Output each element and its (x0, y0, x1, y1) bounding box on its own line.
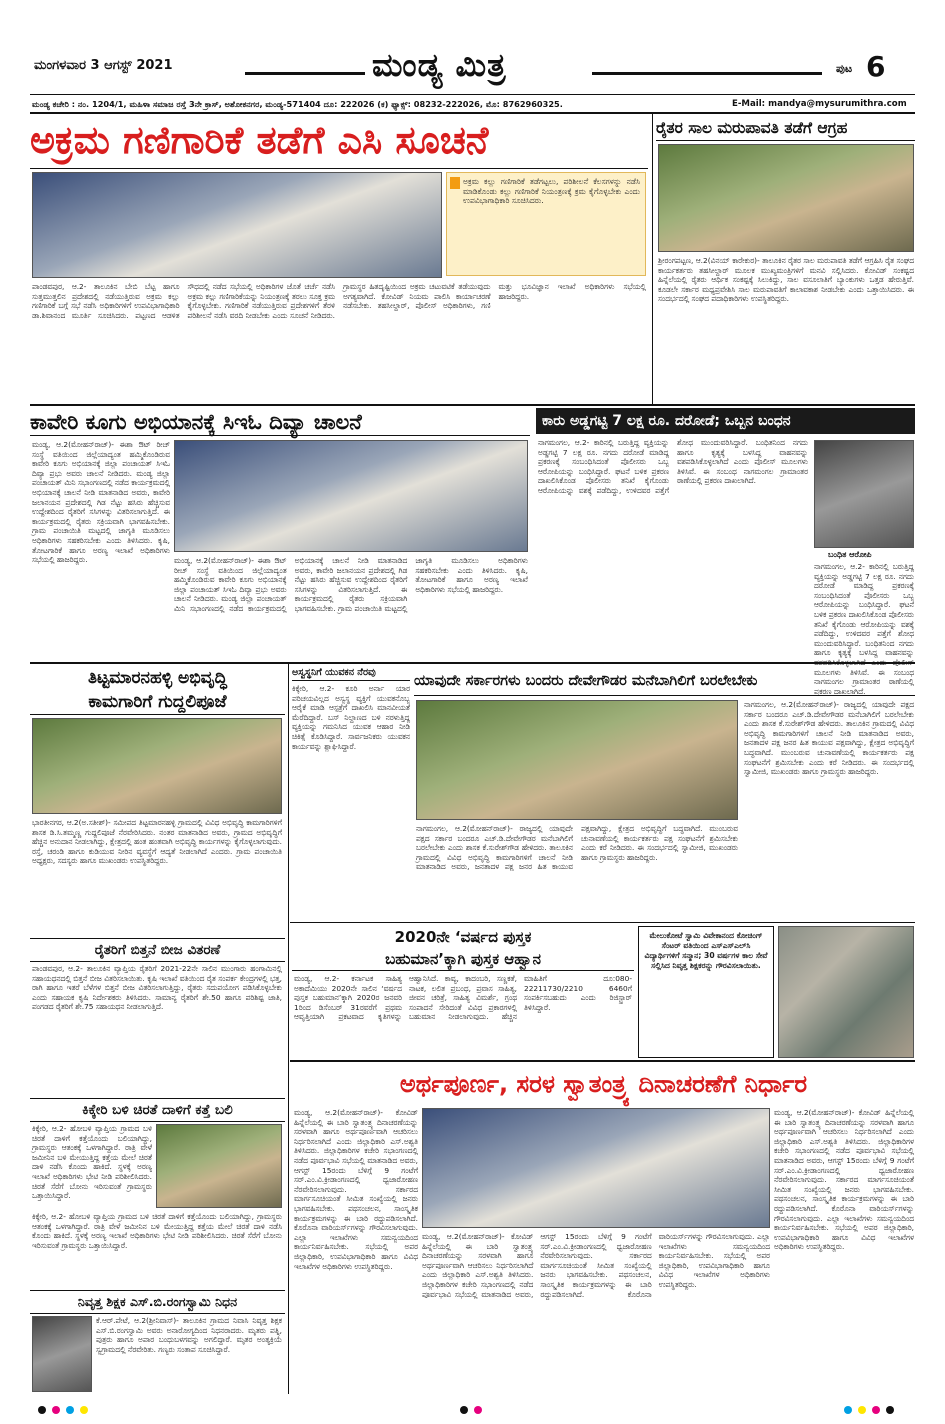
divider (30, 168, 648, 169)
divider (30, 404, 915, 406)
article-body-leopard-cont: ಕಿಕ್ಕೇರಿ, ಆ.2- ಹೋಬಳಿ ವ್ಯಾಪ್ತಿಯ ಗ್ರಾಮದ ಬಳಿ ಚಿರತೆ ದಾಳಿಗೆ ಕತ್ತೆಯೊಂದು ಬಲಿಯಾಗಿದ್ದು, ಗ್ರಾಮಸ್ಥರು ಆತಂಕಕ್ಕೆ ಒಳಗಾಗಿದ್ದಾರೆ. ರಾತ್ರಿ ವೇಳೆ ಜಮೀನಿನ ಬಳಿ ಮೇಯುತ್ತಿದ್ದ ಕತ್ತೆಯ ಮೇಲೆ ಚಿರತೆ ದಾಳಿ ನಡೆಸಿ ಕೊಂದು ಹಾಕಿದೆ. ಸ್ಥಳಕ್ಕೆ ಅರಣ್ಯ ಇಲಾಖೆ ಅಧಿಕಾರಿಗಳು ಭೇಟಿ ನೀಡಿ ಪರಿಶೀಲಿಸಿದರು. ಚಿರತೆ ಸೆರೆಗೆ ಬೋನು ಇರಿಸುವಂತೆ ಗ್ರಾಮಸ್ಥರು ಒತ್ತಾಯಿಸಿದ್ದಾರೆ. (32, 1212, 282, 1250)
headline-illegal-mining: ಅಕ್ರಮ ಗಣಿಗಾರಿಕೆ ತಡೆಗೆ ಎಸಿ ಸೂಚನೆ (30, 118, 489, 162)
headline-tittamaranahalli-2: ಕಾಮಗಾರಿಗೆ ಗುದ್ದಲಿಪೂಜೆ (30, 690, 285, 715)
photo-obituary (32, 1316, 92, 1392)
registration-dot (52, 1406, 60, 1414)
registration-dot (844, 1406, 852, 1414)
highlight-box (446, 172, 646, 276)
article-body-helping-youth: ಕಿಕ್ಕೇರಿ, ಆ.2- ಕೂರಿ ಅರ್ನಾ ಯಾರ ಪರಿಚಯವಿಲ್ಲದ ಅಸ್ವಸ್ಥ ವ್ಯಕ್ತಿಗೆ ಯುವಕನೊಬ್ಬ ಆರೈಕೆ ಮಾಡಿ ಆಸ್ಪತ್ರೆಗೆ ದಾಖಲಿಸಿ ಮಾನವೀಯತೆ ಮೆರೆದಿದ್ದಾರೆ. ಬಸ್ ನಿಲ್ದಾಣದ ಬಳಿ ನರಳುತ್ತಿದ್ದ ವ್ಯಕ್ತಿಯನ್ನು ಗಮನಿಸಿದ ಯುವಕ ಆಹಾರ ನೀಡಿ ಚಿಕಿತ್ಸೆ ಕೊಡಿಸಿದ್ದಾರೆ. ಸಾರ್ವಜನಿಕರು ಯುವಕನ ಕಾರ್ಯವನ್ನು ಶ್ಲಾಘಿಸಿದ್ದಾರೆ. (292, 684, 410, 751)
article-body-kaveri-right: ಮಂಡ್ಯ, ಆ.2(ಮೋಹನ್‌ರಾಜ್)- ಈಶಾ ಔಟ್ ರೀಚ್ ಸಂಸ್ಥೆ ವತಿಯಿಂದ ಜಿಲ್ಲೆಯಾದ್ಯಂತ ಹಮ್ಮಿಕೊಂಡಿರುವ ಕಾವೇರಿ ಕೂಗು ಅಭಿಯಾನಕ್ಕೆ ಜಿಲ್ಲಾ ಪಂಚಾಯತ್ ಸಿಇಓ ದಿವ್ಯಾ ಪ್ರಭು ಅವರು ಚಾಲನೆ ನೀಡಿದರು. ಮಂಡ್ಯ ಜಿಲ್ಲಾ ಪಂಚಾಯತ್ ಮಿನಿ ಸಭಾಂಗಣದಲ್ಲಿ ನಡೆದ ಕಾರ್ಯಕ್ರಮದಲ್ಲಿ ಅಭಿಯಾನಕ್ಕೆ ಚಾಲನೆ ನೀಡಿ ಮಾತನಾಡಿದ ಅವರು, ಕಾವೇರಿ ಜಲಾನಯನ ಪ್ರದೇಶದಲ್ಲಿ ಗಿಡ ನೆಟ್ಟು ಹಸಿರು ಹೆಚ್ಚಿಸುವ ಉದ್ದೇಶದಿಂದ ರೈತರಿಗೆ ಸಸಿಗಳನ್ನು ವಿತರಿಸಲಾಗುತ್ತಿದೆ. ಈ ಕಾರ್ಯಕ್ರಮದಲ್ಲಿ ರೈತರು ಸಕ್ರಿಯವಾಗಿ ಭಾಗವಹಿಸಬೇಕು. ಗ್ರಾಮ ಪಂಚಾಯಿತಿ ಮಟ್ಟದಲ್ಲಿ ಜಾಗೃತಿ ಮೂಡಿಸಲು ಅಧಿಕಾರಿಗಳು ಸಹಕರಿಸಬೇಕು ಎಂದು ತಿಳಿಸಿದರು. ಕೃಷಿ, ತೋಟಗಾರಿಕೆ ಹಾಗೂ ಅರಣ್ಯ ಇಲಾಖೆ ಅಧಿಕಾರಿಗಳು ಸಭೆಯಲ್ಲಿ ಹಾಜರಿದ್ದರು. (174, 556, 528, 613)
felicitation-text: ಮೇಲುಕೋಟೆ ಸ್ವಾಮಿ ವಿವೇಕಾನಂದ ಕೋಚಿಂಗ್ ಸೆಂಟರ್ ವತಿಯಿಂದ ಎಸ್‌ಎಸ್‌ಎಲ್‌ಸಿ ವಿದ್ಯಾರ್ಥಿಗಳಿಗೆ ಸನ್ಮಾನ; 30 ವರ್ಷಗಳ ಕಾಲ ಸೇವೆ ಸಲ್ಲಿಸಿದ ನಿವೃತ್ತ ಶಿಕ್ಷಕರನ್ನು ಗೌರವಿಸಲಾಯಿತು. (644, 931, 768, 970)
registration-dot (872, 1406, 880, 1414)
article-body-mining: ಪಾಂಡವಪುರ, ಆ.2- ತಾಲೂಕಿನ ಬೇಬಿ ಬೆಟ್ಟ ಹಾಗೂ ಸುತ್ತಮುತ್ತಲಿನ ಪ್ರದೇಶದಲ್ಲಿ ನಡೆಯುತ್ತಿರುವ ಅಕ್ರಮ ಕಲ್ಲು ಗಣಿಗಾರಿಕೆ ಬಗ್ಗೆ ಸಭೆ ನಡೆಸಿ ಅಧಿಕಾರಿಗಳಿಗೆ ಉಪವಿಭಾಗಾಧಿಕಾರಿ ಡಾ.ಶಿವಾನಂದ ಮೂರ್ತಿ ಸೂಚಿಸಿದರು. ಪಟ್ಟಣದ ಆಡಳಿತ ಸೌಧದಲ್ಲಿ ನಡೆದ ಸಭೆಯಲ್ಲಿ ಅಧಿಕಾರಿಗಳ ಜೊತೆ ಚರ್ಚೆ ನಡೆಸಿ ಅಕ್ರಮ ಕಲ್ಲು ಗಣಿಗಾರಿಕೆಯನ್ನು ನಿಯಂತ್ರಣಕ್ಕೆ ತರಲು ಸೂಕ್ತ ಕ್ರಮ ಕೈಗೊಳ್ಳಬೇಕು. ಗಣಿಗಾರಿಕೆ ನಡೆಯುತ್ತಿರುವ ಪ್ರದೇಶಗಳಿಗೆ ತೆರಳಿ ಪರಿಶೀಲನೆ ನಡೆಸಿ ವರದಿ ನೀಡಬೇಕು ಎಂದು ಸೂಚನೆ ನೀಡಿದರು. ಗ್ರಾಮಸ್ಥರ ಹಿತದೃಷ್ಟಿಯಿಂದ ಅಕ್ರಮ ಚಟುವಟಿಕೆ ತಡೆಯುವುದು ಅಗತ್ಯವಾಗಿದೆ. ಕೋವಿಡ್ ನಿಯಮ ಪಾಲಿಸಿ ಕಾರ್ಯಾಚರಣೆ ನಡೆಸಬೇಕು. ತಹಸೀಲ್ದಾರ್, ಪೊಲೀಸ್ ಅಧಿಕಾರಿಗಳು, ಗಣಿ ಮತ್ತು ಭೂವಿಜ್ಞಾನ ಇಲಾಖೆ ಅಧಿಕಾರಿಗಳು ಸಭೆಯಲ್ಲಿ ಹಾಜರಿದ್ದರು. (32, 282, 646, 320)
divider (290, 1060, 915, 1062)
highlight-text: ಅಕ್ರಮ ಕಲ್ಲು ಗಣಿಗಾರಿಕೆ ತಡೆಗಟ್ಟಲು, ಪರಿಶೀಲನೆ ಕೆಲಸಗಳನ್ನು ನಡೆಸಿ ಮಾಡಿಕೊಂಡು ಕಲ್ಲು ಗಣಿಗಾರಿಕೆ ನಿಯಂತ್ರಣಕ್ಕೆ ಕ್ರಮ ಕೈಗೊಳ್ಳಬೇಕು ಎಂದು ಉಪವಿಭಾಗಾಧಿಕಾರಿ ಸೂಚಿಸಿದರು. (463, 177, 640, 206)
headline-independence-day: ಅರ್ಥಪೂರ್ಣ, ಸರಳ ಸ್ವಾತಂತ್ರ್ಯ ದಿನಾಚರಣೆಗೆ ನಿರ್ಧಾರ (399, 1070, 808, 1098)
registration-dot (858, 1406, 866, 1414)
photo-caption: ಬಂಧಿತ ಆರೋಪಿ (828, 550, 872, 559)
article-body-book-award: ಮಂಡ್ಯ, ಆ.2- ಕರ್ನಾಟಕ ಸಾಹಿತ್ಯ ಅಕಾದೆಮಿಯು 2020ನೇ ಸಾಲಿನ ‘ವರ್ಷದ ಪುಸ್ತಕ ಬಹುಮಾನ’ಕ್ಕಾಗಿ 2020ರ ಜನವರಿ 1ರಿಂದ ಡಿಸೆಂಬರ್ 31ರವರೆಗೆ ಪ್ರಥಮ ಆವೃತ್ತಿಯಾಗಿ ಪ್ರಕಟವಾದ ಕೃತಿಗಳನ್ನು ಆಹ್ವಾನಿಸಿದೆ. ಕಾವ್ಯ, ಕಾದಂಬರಿ, ಸಣ್ಣಕತೆ, ನಾಟಕ, ಲಲಿತ ಪ್ರಬಂಧ, ಪ್ರವಾಸ ಸಾಹಿತ್ಯ, ಜೀವನ ಚರಿತ್ರೆ, ಸಾಹಿತ್ಯ ವಿಮರ್ಶೆ, ಗ್ರಂಥ ಸಂಪಾದನೆ ಸೇರಿದಂತೆ ವಿವಿಧ ಪ್ರಕಾರಗಳಲ್ಲಿ ಬಹುಮಾನ ನೀಡಲಾಗುವುದು. ಹೆಚ್ಚಿನ ಮಾಹಿತಿಗೆ ದೂ:080-22211730/2210 6460ಗೆ ಸಂಪರ್ಕಿಸಬಹುದು ಎಂದು ರಿಜಿಸ್ಟ್ರಾರ್ ತಿಳಿಸಿದ್ದಾರೆ. (294, 974, 632, 1022)
headline-devegowda: ಯಾವುದೇ ಸರ್ಕಾರಗಳು ಬಂದರು ದೇವೇಗೌಡರ ಮನೆಬಾಗಿಲಿಗೆ ಬರಲೇಬೇಕು (414, 666, 915, 696)
registration-dot (66, 1406, 74, 1414)
article-body-car-robbery-cont: ನಾಗಮಂಗಲ, ಆ.2- ಕಾರಿನಲ್ಲಿ ಬರುತ್ತಿದ್ದ ವ್ಯಕ್ತಿಯನ್ನು ಅಡ್ಡಗಟ್ಟಿ 7 ಲಕ್ಷ ರೂ. ನಗದು ದರೋಡೆ ಮಾಡಿದ್ದ ಪ್ರಕರಣಕ್ಕೆ ಸಂಬಂಧಿಸಿದಂತೆ ಪೊಲೀಸರು ಒಬ್ಬ ಆರೋಪಿಯನ್ನು ಬಂಧಿಸಿದ್ದಾರೆ. ಘಟನೆ ಬಳಿಕ ಪ್ರಕರಣ ದಾಖಲಿಸಿಕೊಂಡ ಪೊಲೀಸರು ತನಿಖೆ ಕೈಗೊಂಡು ಆರೋಪಿಯನ್ನು ವಶಕ್ಕೆ ಪಡೆದಿದ್ದು, ಉಳಿದವರ ಪತ್ತೆಗೆ ಶೋಧ ಮುಂದುವರಿಸಿದ್ದಾರೆ. ಬಂಧಿತನಿಂದ ನಗದು ಹಾಗೂ ಕೃತ್ಯಕ್ಕೆ ಬಳಸಿದ್ದ ವಾಹನವನ್ನು ಮೂಲಗಳು ತಿಳಿಸಿವೆ. ಈ ಸಂಬಂಧ ನಾಗಮಂಗಲ ಗ್ರಾಮಾಂತರ ಠಾಣೆಯಲ್ಲಿ ಪ್ರಕರಣ ದಾಖಲಾಗಿದೆ. (814, 562, 914, 696)
divider (290, 922, 915, 923)
article-body-tittamaranahalli: ಭಾರತೀನಗರ, ಆ.2(ಅ.ಸತೀಶ್)- ಸಮೀಪದ ತಿಟ್ಟಮಾರನಹಳ್ಳಿ ಗ್ರಾಮದಲ್ಲಿ ವಿವಿಧ ಅಭಿವೃದ್ಧಿ ಕಾಮಗಾರಿಗಳಿಗೆ ಶಾಸಕ ಡಿ.ಸಿ.ತಮ್ಮಣ್ಣ ಗುದ್ದಲಿಪೂಜೆ ನೆರವೇರಿಸಿದರು. ನಂತರ ಮಾತನಾಡಿದ ಅವರು, ಗ್ರಾಮದ ಅಭಿವೃದ್ಧಿಗೆ ಹೆಚ್ಚಿನ ಅನುದಾನ ನೀಡಲಾಗಿದ್ದು, ಕ್ಷೇತ್ರದಲ್ಲಿ ಹಂತ ಹಂತವಾಗಿ ಅಭಿವೃದ್ಧಿ ಕಾರ್ಯಗಳನ್ನು ಕೈಗೊಳ್ಳಲಾಗುವುದು. ರಸ್ತೆ, ಚರಂಡಿ ಹಾಗೂ ಕುಡಿಯುವ ನೀರಿನ ವ್ಯವಸ್ಥೆಗೆ ಆದ್ಯತೆ ನೀಡಲಾಗಿದೆ ಎಂದರು. ಗ್ರಾಮ ಪಂಚಾಯಿತಿ ಅಧ್ಯಕ್ಷರು, ಸದಸ್ಯರು ಹಾಗೂ ಮುಖಂಡರು ಉಪಸ್ಥಿತರಿದ್ದರು. (32, 818, 282, 866)
photo-arrested-accused (814, 440, 914, 548)
article-body-independence-right: ಮಂಡ್ಯ, ಆ.2(ಮೋಹನ್‌ರಾಜ್)- ಕೋವಿಡ್ ಹಿನ್ನೆಲೆಯಲ್ಲಿ ಈ ಬಾರಿ ಸ್ವಾತಂತ್ರ್ಯ ದಿನಾಚರಣೆಯನ್ನು ಸರಳವಾಗಿ ಹಾಗೂ ಅರ್ಥಪೂರ್ಣವಾಗಿ ಆಚರಿಸಲು ನಿರ್ಧರಿಸಲಾಗಿದೆ ಎಂದು ಜಿಲ್ಲಾಧಿಕಾರಿ ಎಸ್.ಅಶ್ವತಿ ತಿಳಿಸಿದರು. ಜಿಲ್ಲಾಧಿಕಾರಿಗಳ ಕಚೇರಿ ಸಭಾಂಗಣದಲ್ಲಿ ನಡೆದ ಪೂರ್ವಭಾವಿ ಸಭೆಯಲ್ಲಿ ಮಾತನಾಡಿದ ಅವರು, ಆಗಸ್ಟ್ 15ರಂದು ಬೆಳಿಗ್ಗೆ 9 ಗಂಟೆಗೆ ಸರ್.ಎಂ.ವಿ.ಕ್ರೀಡಾಂಗಣದಲ್ಲಿ ಧ್ವಜಾರೋಹಣ ನೆರವೇರಿಸಲಾಗುವುದು. ಸರ್ಕಾರದ ಮಾರ್ಗಸೂಚಿಯಂತೆ ಸೀಮಿತ ಸಂಖ್ಯೆಯಲ್ಲಿ ಜನರು ಭಾಗವಹಿಸಬೇಕು. ಪಥಸಂಚಲನ, ಸಾಂಸ್ಕೃತಿಕ ಕಾರ್ಯಕ್ರಮಗಳನ್ನು ಈ ಬಾರಿ ರದ್ದುಪಡಿಸಲಾಗಿದೆ. ಕೊರೊನಾ ವಾರಿಯರ್ಸ್‌ಗಳನ್ನು ಗೌರವಿಸಲಾಗುವುದು. ಎಲ್ಲಾ ಇಲಾಖೆಗಳು ಸಮನ್ವಯದಿಂದ ಕಾರ್ಯನಿರ್ವಹಿಸಬೇಕು. ಸಭೆಯಲ್ಲಿ ಅಪರ ಜಿಲ್ಲಾಧಿಕಾರಿ, ಉಪವಿಭಾಗಾಧಿಕಾರಿ ಹಾಗೂ ವಿವಿಧ ಇಲಾಖೆಗಳ ಅಧಿಕಾರಿಗಳು ಉಪಸ್ಥಿತರಿದ್ದರು. (774, 1108, 914, 1252)
address-bar (30, 94, 915, 114)
photo-leopard-victim (156, 1124, 282, 1208)
registration-dot (460, 1406, 468, 1414)
registration-dot (474, 1406, 482, 1414)
contact-email: E-Mail: mandya@mysurumithra.com (732, 99, 907, 109)
photo-mining-meeting (32, 172, 442, 278)
headline-obituary: ನಿವೃತ್ತ ಶಿಕ್ಷಕ ಎಸ್.ಬಿ.ರಂಗಸ್ವಾಮಿ ನಿಧನ (30, 1290, 285, 1314)
headline-leopard-attack: ಕಿಕ್ಕೇರಿ ಬಳಿ ಚಿರತೆ ದಾಳಿಗೆ ಕತ್ತೆ ಬಲಿ (30, 1098, 285, 1122)
vertical-divider (288, 664, 289, 1394)
article-body-independence-left: ಮಂಡ್ಯ, ಆ.2(ಮೋಹನ್‌ರಾಜ್)- ಕೋವಿಡ್ ಹಿನ್ನೆಲೆಯಲ್ಲಿ ಈ ಬಾರಿ ಸ್ವಾತಂತ್ರ್ಯ ದಿನಾಚರಣೆಯನ್ನು ಸರಳವಾಗಿ ಹಾಗೂ ಅರ್ಥಪೂರ್ಣವಾಗಿ ಆಚರಿಸಲು ನಿರ್ಧರಿಸಲಾಗಿದೆ ಎಂದು ಜಿಲ್ಲಾಧಿಕಾರಿ ಎಸ್.ಅಶ್ವತಿ ತಿಳಿಸಿದರು. ಜಿಲ್ಲಾಧಿಕಾರಿಗಳ ಕಚೇರಿ ಸಭಾಂಗಣದಲ್ಲಿ ನಡೆದ ಪೂರ್ವಭಾವಿ ಸಭೆಯಲ್ಲಿ ಮಾತನಾಡಿದ ಅವರು, ಆಗಸ್ಟ್ 15ರಂದು ಬೆಳಿಗ್ಗೆ 9 ಗಂಟೆಗೆ ಸರ್.ಎಂ.ವಿ.ಕ್ರೀಡಾಂಗಣದಲ್ಲಿ ಧ್ವಜಾರೋಹಣ ನೆರವೇರಿಸಲಾಗುವುದು. ಸರ್ಕಾರದ ಮಾರ್ಗಸೂಚಿಯಂತೆ ಸೀಮಿತ ಸಂಖ್ಯೆಯಲ್ಲಿ ಜನರು ಭಾಗವಹಿಸಬೇಕು. ಪಥಸಂಚಲನ, ಸಾಂಸ್ಕೃತಿಕ ಕಾರ್ಯಕ್ರಮಗಳನ್ನು ಈ ಬಾರಿ ರದ್ದುಪಡಿಸಲಾಗಿದೆ. ಕೊರೊನಾ ವಾರಿಯರ್ಸ್‌ಗಳನ್ನು ಗೌರವಿಸಲಾಗುವುದು. ಎಲ್ಲಾ ಇಲಾಖೆಗಳು ಸಮನ್ವಯದಿಂದ ಕಾರ್ಯನಿರ್ವಹಿಸಬೇಕು. ಸಭೆಯಲ್ಲಿ ಅಪರ ಜಿಲ್ಲಾಧಿಕಾರಿ, ಉಪವಿಭಾಗಾಧಿಕಾರಿ ಹಾಗೂ ವಿವಿಧ ಇಲಾಖೆಗಳ ಅಧಿಕಾರಿಗಳು ಉಪಸ್ಥಿತರಿದ್ದರು. (294, 1108, 418, 1271)
photo-independence-meeting (422, 1108, 770, 1228)
article-body-leopard-left: ಕಿಕ್ಕೇರಿ, ಆ.2- ಹೋಬಳಿ ವ್ಯಾಪ್ತಿಯ ಗ್ರಾಮದ ಬಳಿ ಚಿರತೆ ದಾಳಿಗೆ ಕತ್ತೆಯೊಂದು ಬಲಿಯಾಗಿದ್ದು, ಗ್ರಾಮಸ್ಥರು ಆತಂಕಕ್ಕೆ ಒಳಗಾಗಿದ್ದಾರೆ. ರಾತ್ರಿ ವೇಳೆ ಜಮೀನಿನ ಬಳಿ ಮೇಯುತ್ತಿದ್ದ ಕತ್ತೆಯ ಮೇಲೆ ಚಿರತೆ ದಾಳಿ ನಡೆಸಿ ಕೊಂದು ಹಾಕಿದೆ. ಸ್ಥಳಕ್ಕೆ ಅರಣ್ಯ ಇಲಾಖೆ ಅಧಿಕಾರಿಗಳು ಭೇಟಿ ನೀಡಿ ಪರಿಶೀಲಿಸಿದರು. ಚಿರತೆ ಸೆರೆಗೆ ಬೋನು ಇರಿಸುವಂತೆ ಗ್ರಾಮಸ್ಥರು ಒತ್ತಾಯಿಸಿದ್ದಾರೆ. (32, 1124, 152, 1201)
registration-dot (886, 1406, 894, 1414)
article-body-seed-distribution: ಪಾಂಡವಪುರ, ಆ.2- ತಾಲೂಕಿನ ವ್ಯಾಪ್ತಿಯ ರೈತರಿಗೆ 2021-22ನೇ ಸಾಲಿನ ಮುಂಗಾರು ಹಂಗಾಮಿನಲ್ಲಿ ಸಹಾಯಧನದಲ್ಲಿ ಬಿತ್ತನೆ ಬೀಜ ವಿತರಿಸಲಾಯಿತು. ಕೃಷಿ ಇಲಾಖೆ ವತಿಯಿಂದ ರೈತ ಸಂಪರ್ಕ ಕೇಂದ್ರಗಳಲ್ಲಿ ಭತ್ತ, ರಾಗಿ ಹಾಗೂ ಇತರೆ ಬೆಳೆಗಳ ಬಿತ್ತನೆ ಬೀಜ ವಿತರಿಸಲಾಗುತ್ತಿದ್ದು, ರೈತರು ಸದುಪಯೋಗ ಪಡಿಸಿಕೊಳ್ಳಬೇಕು ಎಂದು ಸಹಾಯಕ ಕೃಷಿ ನಿರ್ದೇಶಕರು ತಿಳಿಸಿದರು. ಸಾಮಾನ್ಯ ರೈತರಿಗೆ ಶೇ.50 ಹಾಗೂ ಪರಿಶಿಷ್ಟ ಜಾತಿ, ಪಂಗಡದ ರೈತರಿಗೆ ಶೇ.75 ಸಹಾಯಧನ ನೀಡಲಾಗುತ್ತಿದೆ. (32, 964, 282, 1012)
photo-kaveri-meeting (174, 440, 528, 552)
page-number: 6 (866, 50, 886, 83)
page-label: ಪುಟ (836, 62, 853, 75)
felicitation-box (638, 926, 774, 1058)
registration-dot (80, 1406, 88, 1414)
headline-farmer-loan: ರೈತರ ಸಾಲ ಮರುಪಾವತಿ ತಡೆಗೆ ಆಗ್ರಹ (656, 116, 915, 141)
vertical-divider (652, 114, 653, 404)
masthead-rule-right (592, 72, 822, 75)
masthead-rule-left (245, 72, 365, 75)
office-address: ಮಂಡ್ಯ ಕಚೇರಿ : ನಂ. 1204/1, ಮಹಿಳಾ ಸಮಾಜ ರಸ್ತೆ 3ನೇ ಕ್ರಾಸ್, ಅಶೋಕನಗರ, ಮಂಡ್ಯ-571404 ದೂ: 222026 (ಕ) ಫ್ಯಾಕ್ಸ್: 08232-222026, ಮೊ: 8762960325. (32, 99, 563, 109)
article-body-kaveri-left: ಮಂಡ್ಯ, ಆ.2(ಮೋಹನ್‌ರಾಜ್)- ಈಶಾ ಔಟ್ ರೀಚ್ ಸಂಸ್ಥೆ ವತಿಯಿಂದ ಜಿಲ್ಲೆಯಾದ್ಯಂತ ಹಮ್ಮಿಕೊಂಡಿರುವ ಕಾವೇರಿ ಕೂಗು ಅಭಿಯಾನಕ್ಕೆ ಜಿಲ್ಲಾ ಪಂಚಾಯತ್ ಸಿಇಓ ದಿವ್ಯಾ ಪ್ರಭು ಅವರು ಚಾಲನೆ ನೀಡಿದರು. ಮಂಡ್ಯ ಜಿಲ್ಲಾ ಪಂಚಾಯತ್ ಮಿನಿ ಸಭಾಂಗಣದಲ್ಲಿ ನಡೆದ ಕಾರ್ಯಕ್ರಮದಲ್ಲಿ ಅಭಿಯಾನಕ್ಕೆ ಚಾಲನೆ ನೀಡಿ ಮಾತನಾಡಿದ ಅವರು, ಕಾವೇರಿ ಜಲಾನಯನ ಪ್ರದೇಶದಲ್ಲಿ ಗಿಡ ನೆಟ್ಟು ಹಸಿರು ಹೆಚ್ಚಿಸುವ ಉದ್ದೇಶದಿಂದ ರೈತರಿಗೆ ಸಸಿಗಳನ್ನು ವಿತರಿಸಲಾಗುತ್ತಿದೆ. ಈ ಕಾರ್ಯಕ್ರಮದಲ್ಲಿ ರೈತರು ಸಕ್ರಿಯವಾಗಿ ಭಾಗವಹಿಸಬೇಕು. ಗ್ರಾಮ ಪಂಚಾಯಿತಿ ಮಟ್ಟದಲ್ಲಿ ಜಾಗೃತಿ ಮೂಡಿಸಲು ಅಧಿಕಾರಿಗಳು ಸಹಕರಿಸಬೇಕು ಎಂದು ತಿಳಿಸಿದರು. ಕೃಷಿ, ತೋಟಗಾರಿಕೆ ಹಾಗೂ ಅರಣ್ಯ ಇಲಾಖೆ ಅಧಿಕಾರಿಗಳು ಸಭೆಯಲ್ಲಿ ಹಾಜರಿದ್ದರು. (32, 440, 170, 565)
headline-seed-distribution: ರೈತರಿಗೆ ಬಿತ್ತನೆ ಬೀಜ ವಿತರಣೆ (30, 938, 285, 962)
article-body-devegowda: ನಾಗಮಂಗಲ, ಆ.2(ಮೋಹನ್‌ರಾಜ್)- ರಾಜ್ಯದಲ್ಲಿ ಯಾವುದೇ ಪಕ್ಷದ ಸರ್ಕಾರ ಬಂದರೂ ಎಚ್.ಡಿ.ದೇವೇಗೌಡರ ಮನೆಬಾಗಿಲಿಗೆ ಬರಲೇಬೇಕು ಎಂದು ಶಾಸಕ ಕೆ.ಸುರೇಶ್‌ಗೌಡ ಹೇಳಿದರು. ತಾಲೂಕಿನ ಗ್ರಾಮದಲ್ಲಿ ವಿವಿಧ ಅಭಿವೃದ್ಧಿ ಕಾಮಗಾರಿಗಳಿಗೆ ಚಾಲನೆ ನೀಡಿ ಮಾತನಾಡಿದ ಅವರು, ಜನತಾದಳ ಪಕ್ಷ ಜನರ ಹಿತ ಕಾಯುವ ಪಕ್ಷವಾಗಿದ್ದು, ಕ್ಷೇತ್ರದ ಅಭಿವೃದ್ಧಿಗೆ ಬದ್ಧವಾಗಿದೆ. ಮುಂಬರುವ ಚುನಾವಣೆಯಲ್ಲಿ ಕಾರ್ಯಕರ್ತರು ಪಕ್ಷ ಸಂಘಟನೆಗೆ ಶ್ರಮಿಸಬೇಕು ಎಂದು ಕರೆ ನೀಡಿದರು. ಈ ಸಂದರ್ಭದಲ್ಲಿ ಸ್ವಾಮೀಜಿ, ಮುಖಂಡರು ಹಾಗೂ ಗ್ರಾಮಸ್ಥರು ಹಾಜರಿದ್ದರು. (416, 824, 738, 872)
issue-date: ಮಂಗಳವಾರ 3 ಆಗಸ್ಟ್ 2021 (34, 58, 173, 73)
headline-book-award-2: ಬಹುಮಾನ’ಕ್ಕಾಗಿ ಪುಸ್ತಕ ಆಹ್ವಾನ (292, 948, 634, 971)
photo-devegowda-event (416, 700, 738, 820)
highlight-marker (450, 177, 460, 189)
divider (30, 662, 915, 664)
headline-tittamaranahalli-1: ತಿಟ್ಟಮಾರನಹಳ್ಳಿ ಅಭಿವೃದ್ಧಿ (88, 668, 227, 688)
photo-farmer-protest (658, 144, 914, 252)
headline-book-award-1: 2020ನೇ ‘ವರ್ಷದ ಪುಸ್ತಕ (394, 928, 532, 946)
photo-groundbreaking (32, 718, 282, 814)
photo-felicitation (778, 926, 914, 1058)
article-body-car-robbery: ನಾಗಮಂಗಲ, ಆ.2- ಕಾರಿನಲ್ಲಿ ಬರುತ್ತಿದ್ದ ವ್ಯಕ್ತಿಯನ್ನು ಅಡ್ಡಗಟ್ಟಿ 7 ಲಕ್ಷ ರೂ. ನಗದು ದರೋಡೆ ಮಾಡಿದ್ದ ಪ್ರಕರಣಕ್ಕೆ ಸಂಬಂಧಿಸಿದಂತೆ ಪೊಲೀಸರು ಒಬ್ಬ ಆರೋಪಿಯನ್ನು ಬಂಧಿಸಿದ್ದಾರೆ. ಘಟನೆ ಬಳಿಕ ಪ್ರಕರಣ ದಾಖಲಿಸಿಕೊಂಡ ಪೊಲೀಸರು ತನಿಖೆ ಕೈಗೊಂಡು ಆರೋಪಿಯನ್ನು ವಶಕ್ಕೆ ಪಡೆದಿದ್ದು, ಉಳಿದವರ ಪತ್ತೆಗೆ ಶೋಧ ಮುಂದುವರಿಸಿದ್ದಾರೆ. ಬಂಧಿತನಿಂದ ನಗದು ಹಾಗೂ ಕೃತ್ಯಕ್ಕೆ ಬಳಸಿದ್ದ ವಾಹನವನ್ನು ವಶಪಡಿಸಿಕೊಳ್ಳಲಾಗಿದೆ ಎಂದು ಪೊಲೀಸ್ ಮೂಲಗಳು ತಿಳಿಸಿವೆ. ಈ ಸಂಬಂಧ ನಾಗಮಂಗಲ ಗ್ರಾಮಾಂತರ ಠಾಣೆಯಲ್ಲಿ ಪ್ರಕರಣ ದಾಖಲಾಗಿದೆ. (538, 438, 808, 495)
article-body-obituary: ಕೆ.ಆರ್.ಪೇಟೆ, ಆ.2(ಶ್ರೀನಿವಾಸ್)- ತಾಲೂಕಿನ ಗ್ರಾಮದ ನಿವಾಸಿ ನಿವೃತ್ತ ಶಿಕ್ಷಕ ಎಸ್.ಬಿ.ರಂಗಸ್ವಾಮಿ ಅವರು ಅನಾರೋಗ್ಯದಿಂದ ನಿಧನರಾದರು. ಮೃತರು ಪತ್ನಿ, ಪುತ್ರರು ಹಾಗೂ ಅಪಾರ ಬಂಧುಬಳಗವನ್ನು ಅಗಲಿದ್ದಾರೆ. ಮೃತರ ಅಂತ್ಯಕ್ರಿಯೆ ಸ್ವಗ್ರಾಮದಲ್ಲಿ ನೆರವೇರಿತು. ಗಣ್ಯರು ಸಂತಾಪ ಸೂಚಿಸಿದ್ದಾರೆ. (96, 1316, 282, 1354)
article-body-independence-mid: ಮಂಡ್ಯ, ಆ.2(ಮೋಹನ್‌ರಾಜ್)- ಕೋವಿಡ್ ಹಿನ್ನೆಲೆಯಲ್ಲಿ ಈ ಬಾರಿ ಸ್ವಾತಂತ್ರ್ಯ ದಿನಾಚರಣೆಯನ್ನು ಸರಳವಾಗಿ ಹಾಗೂ ಅರ್ಥಪೂರ್ಣವಾಗಿ ಆಚರಿಸಲು ನಿರ್ಧರಿಸಲಾಗಿದೆ ಎಂದು ಜಿಲ್ಲಾಧಿಕಾರಿ ಎಸ್.ಅಶ್ವತಿ ತಿಳಿಸಿದರು. ಜಿಲ್ಲಾಧಿಕಾರಿಗಳ ಕಚೇರಿ ಸಭಾಂಗಣದಲ್ಲಿ ನಡೆದ ಪೂರ್ವಭಾವಿ ಸಭೆಯಲ್ಲಿ ಮಾತನಾಡಿದ ಅವರು, ಆಗಸ್ಟ್ 15ರಂದು ಬೆಳಿಗ್ಗೆ 9 ಗಂಟೆಗೆ ಸರ್.ಎಂ.ವಿ.ಕ್ರೀಡಾಂಗಣದಲ್ಲಿ ಧ್ವಜಾರೋಹಣ ನೆರವೇರಿಸಲಾಗುವುದು. ಸರ್ಕಾರದ ಮಾರ್ಗಸೂಚಿಯಂತೆ ಸೀಮಿತ ಸಂಖ್ಯೆಯಲ್ಲಿ ಜನರು ಭಾಗವಹಿಸಬೇಕು. ಪಥಸಂಚಲನ, ಸಾಂಸ್ಕೃತಿಕ ಕಾರ್ಯಕ್ರಮಗಳನ್ನು ಈ ಬಾರಿ ರದ್ದುಪಡಿಸಲಾಗಿದೆ. ಕೊರೊನಾ ವಾರಿಯರ್ಸ್‌ಗಳನ್ನು ಗೌರವಿಸಲಾಗುವುದು. ಎಲ್ಲಾ ಇಲಾಖೆಗಳು ಸಮನ್ವಯದಿಂದ ಕಾರ್ಯನಿರ್ವಹಿಸಬೇಕು. ಸಭೆಯಲ್ಲಿ ಅಪರ ಜಿಲ್ಲಾಧಿಕಾರಿ, ಉಪವಿಭಾಗಾಧಿಕಾರಿ ಹಾಗೂ ವಿವಿಧ ಇಲಾಖೆಗಳ ಅಧಿಕಾರಿಗಳು ಉಪಸ್ಥಿತರಿದ್ದರು. (422, 1232, 770, 1299)
headline-kaveri-koogu: ಕಾವೇರಿ ಕೂಗು ಅಭಿಯಾನಕ್ಕೆ ಸಿಇಓ ದಿವ್ಯಾ ಚಾಲನೆ (30, 408, 530, 436)
headline-helping-youth: ಅಸ್ವಸ್ಥನಿಗೆ ಯುವಕನ ನೆರವು (292, 666, 410, 681)
newspaper-logo: ಮಂಡ್ಯ ಮಿತ್ರ (372, 46, 507, 84)
article-body-devegowda-side: ನಾಗಮಂಗಲ, ಆ.2(ಮೋಹನ್‌ರಾಜ್)- ರಾಜ್ಯದಲ್ಲಿ ಯಾವುದೇ ಪಕ್ಷದ ಸರ್ಕಾರ ಬಂದರೂ ಎಚ್.ಡಿ.ದೇವೇಗೌಡರ ಮನೆಬಾಗಿಲಿಗೆ ಬರಲೇಬೇಕು ಎಂದು ಶಾಸಕ ಕೆ.ಸುರೇಶ್‌ಗೌಡ ಹೇಳಿದರು. ತಾಲೂಕಿನ ಗ್ರಾಮದಲ್ಲಿ ವಿವಿಧ ಅಭಿವೃದ್ಧಿ ಕಾಮಗಾರಿಗಳಿಗೆ ಚಾಲನೆ ನೀಡಿ ಮಾತನಾಡಿದ ಅವರು, ಜನತಾದಳ ಪಕ್ಷ ಜನರ ಹಿತ ಕಾಯುವ ಪಕ್ಷವಾಗಿದ್ದು, ಕ್ಷೇತ್ರದ ಅಭಿವೃದ್ಧಿಗೆ ಬದ್ಧವಾಗಿದೆ. ಮುಂಬರುವ ಚುನಾವಣೆಯಲ್ಲಿ ಕಾರ್ಯಕರ್ತರು ಪಕ್ಷ ಸಂಘಟನೆಗೆ ಶ್ರಮಿಸಬೇಕು ಎಂದು ಕರೆ ನೀಡಿದರು. ಈ ಸಂದರ್ಭದಲ್ಲಿ ಸ್ವಾಮೀಜಿ, ಮುಖಂಡರು ಹಾಗೂ ಗ್ರಾಮಸ್ಥರು ಹಾಜರಿದ್ದರು. (744, 700, 914, 777)
article-body-farmer-loan: ಶ್ರೀರಂಗಪಟ್ಟಣ, ಆ.2(ವಿನಯ್ ಕಾರೇಕುರ)- ತಾಲೂಕಿನ ರೈತರ ಸಾಲ ಮರುಪಾವತಿ ತಡೆಗೆ ಆಗ್ರಹಿಸಿ ರೈತ ಸಂಘದ ಕಾರ್ಯಕರ್ತರು ತಹಸೀಲ್ದಾರ್ ಮೂಲಕ ಮುಖ್ಯಮಂತ್ರಿಗಳಿಗೆ ಮನವಿ ಸಲ್ಲಿಸಿದರು. ಕೋವಿಡ್ ಸಂಕಷ್ಟದ ಹಿನ್ನೆಲೆಯಲ್ಲಿ ರೈತರು ಆರ್ಥಿಕ ಸಂಕಷ್ಟಕ್ಕೆ ಸಿಲುಕಿದ್ದು, ಸಾಲ ವಸೂಲಾತಿಗೆ ಬ್ಯಾಂಕುಗಳು ಒತ್ತಡ ಹೇರುತ್ತಿವೆ. ಕೂಡಲೇ ಸರ್ಕಾರ ಮಧ್ಯಪ್ರವೇಶಿಸಿ ಸಾಲ ಮರುಪಾವತಿಗೆ ಕಾಲಾವಕಾಶ ನೀಡಬೇಕು ಎಂದು ಒತ್ತಾಯಿಸಿದರು. ಈ ಸಂದರ್ಭದಲ್ಲಿ ಸಂಘದ ಪದಾಧಿಕಾರಿಗಳು ಉಪಸ್ಥಿತರಿದ್ದರು. (658, 256, 914, 304)
headline-car-robbery: ಕಾರು ಅಡ್ಡಗಟ್ಟಿ 7 ಲಕ್ಷ ರೂ. ದರೋಡೆ; ಒಬ್ಬನ ಬಂಧನ (536, 408, 915, 434)
registration-dot (38, 1406, 46, 1414)
